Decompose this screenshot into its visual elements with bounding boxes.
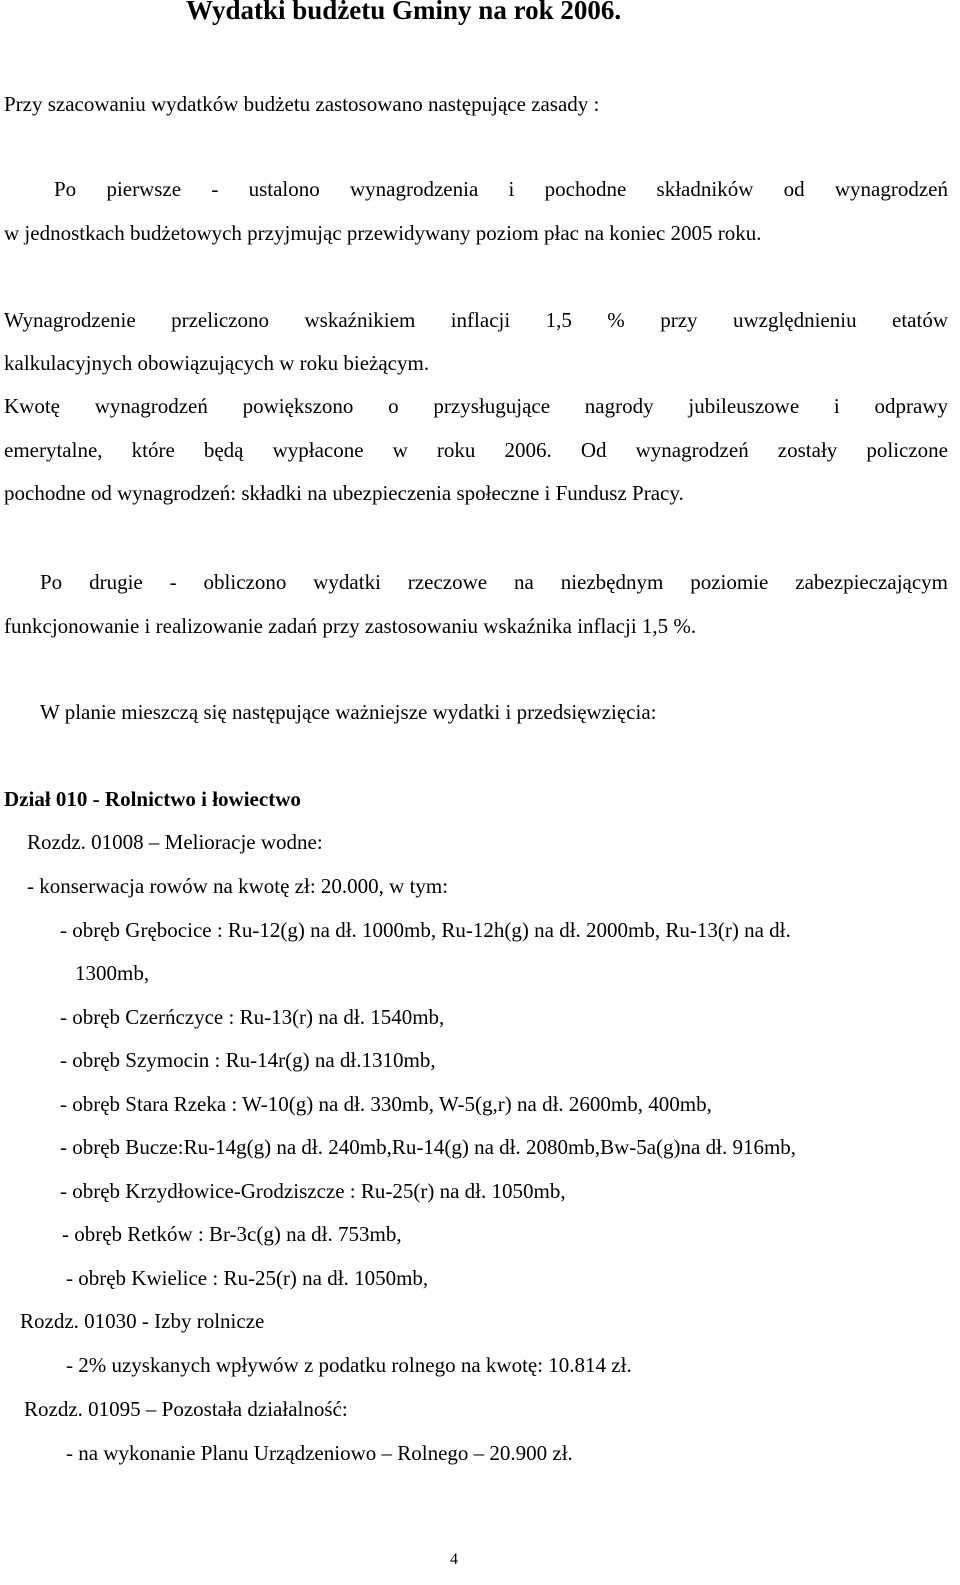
list-item: - obręb Szymocin : Ru-14r(g) na dł.1310mb, xyxy=(60,1048,436,1072)
para3-line2: emerytalne, które będą wypłacone w roku 2006. Od wynagrodzeń zostały policzone xyxy=(4,438,948,462)
plan-line: W planie mieszczą się następujące ważniejsze wydatki i przedsięwzięcia: xyxy=(40,700,657,724)
page-number: 4 xyxy=(450,1551,458,1568)
para1-line1: Po pierwsze - ustalono wynagrodzenia i pochodne składników od wynagrodzeń xyxy=(54,177,948,201)
list-item: - konserwacja rowów na kwotę zł: 20.000, w tym: xyxy=(27,874,449,898)
list-item: - obręb Bucze:Ru-14g(g) na dł. 240mb,Ru-14(g) na dł. 2080mb,Bw-5a(g)na dł. 916mb, xyxy=(60,1135,797,1159)
list-item: - obręb Stara Rzeka : W-10(g) na dł. 330mb, W-5(g,r) na dł. 2600mb, 400mb, xyxy=(60,1092,712,1116)
list-item: - 2% uzyskanych wpływów z podatku rolnego na kwotę: 10.814 zł. xyxy=(66,1353,632,1377)
list-item: - obręb Retków : Br-3c(g) na dł. 753mb, xyxy=(62,1222,402,1246)
section-heading: Dział 010 - Rolnictwo i łowiectwo xyxy=(4,787,301,811)
document-title: Wydatki budżetu Gminy na rok 2006. xyxy=(186,0,622,25)
list-item: - obręb Czerńczyce : Ru-13(r) na dł. 1540mb, xyxy=(60,1005,445,1029)
para2-line2: kalkulacyjnych obowiązujących w roku bieżącym. xyxy=(4,351,430,375)
para3-line1: Kwotę wynagrodzeń powiększono o przysługujące nagrody jubileuszowe i odprawy xyxy=(4,394,948,418)
list-item: - obręb Grębocice : Ru-12(g) na dł. 1000mb, Ru-12h(g) na dł. 2000mb, Ru-13(r) na dł. xyxy=(60,918,791,942)
subsection-01008: Rozdz. 01008 – Melioracje wodne: xyxy=(27,830,323,854)
para2-line1: Wynagrodzenie przeliczono wskaźnikiem inflacji 1,5 % przy uwzględnieniu etatów xyxy=(4,308,948,332)
para4-line2: funkcjonowanie i realizowanie zadań przy zastosowaniu wskaźnika inflacji 1,5 %. xyxy=(4,614,697,638)
para1-line2: w jednostkach budżetowych przyjmując przewidywany poziom płac na koniec 2005 roku. xyxy=(4,221,762,245)
subsection-01095: Rozdz. 01095 – Pozostała działalność: xyxy=(24,1397,348,1421)
list-item: - obręb Krzydłowice-Grodziszcze : Ru-25(r) na dł. 1050mb, xyxy=(60,1179,566,1203)
list-item: - na wykonanie Planu Urządzeniowo – Rolnego – 20.900 zł. xyxy=(66,1441,573,1465)
list-item: 1300mb, xyxy=(75,961,150,985)
para3-line3: pochodne od wynagrodzeń: składki na ubezpieczenia społeczne i Fundusz Pracy. xyxy=(4,481,684,505)
list-item: - obręb Kwielice : Ru-25(r) na dł. 1050mb, xyxy=(66,1266,429,1290)
para4-line1: Po drugie - obliczono wydatki rzeczowe na niezbędnym poziomie zabezpieczającym xyxy=(40,570,948,594)
subsection-01030: Rozdz. 01030 - Izby rolnicze xyxy=(20,1309,265,1333)
intro-line: Przy szacowaniu wydatków budżetu zastosowano następujące zasady : xyxy=(4,92,600,116)
